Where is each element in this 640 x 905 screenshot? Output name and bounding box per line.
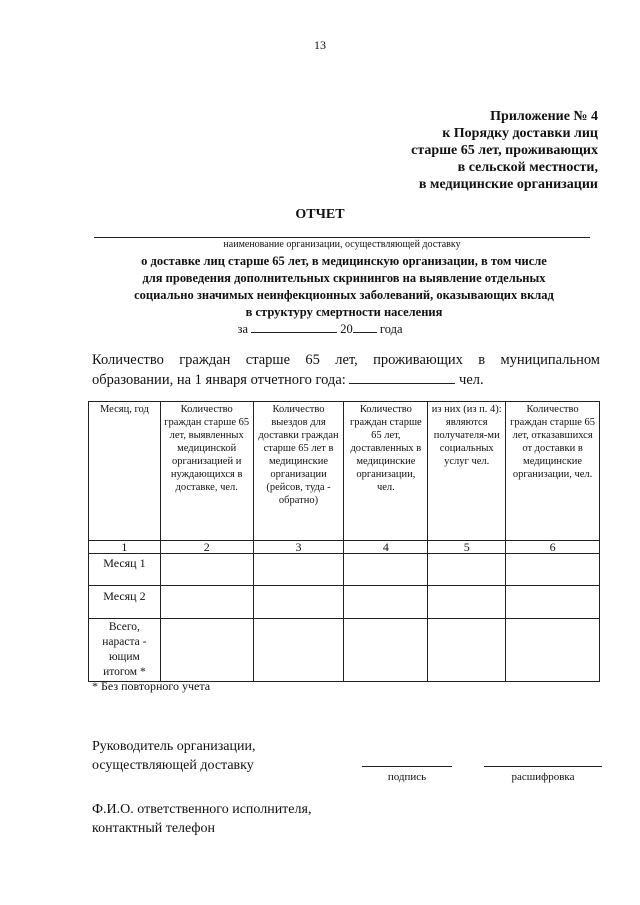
appendix-heading [298, 108, 598, 193]
column-number-row [89, 541, 600, 554]
period-suffix: года [379, 322, 403, 336]
table-cell[interactable] [506, 586, 600, 619]
responsible-block [92, 800, 311, 838]
citizen-count-field[interactable] [349, 371, 455, 384]
signature-caption: подпись [387, 771, 427, 783]
subtitle-line: социально значимых неинфекционных заболеваний, оказывающих вклад [134, 288, 554, 302]
table-cell[interactable] [344, 586, 428, 619]
appendix-line: в медицинские организации [418, 177, 598, 192]
period-year-prefix: 20 [340, 322, 353, 336]
column-number: 4 [344, 541, 428, 554]
head-line-1: Руководитель организации, [92, 739, 256, 754]
column-number: 6 [506, 541, 600, 554]
period-prefix: за [237, 322, 248, 336]
header-refused: Количество граждан старше 65 лет, отказавшихся от доставки в медицинские организации, чел. [506, 402, 600, 541]
responsible-line-1: Ф.И.О. ответственного исполнителя, [92, 802, 312, 817]
table-cell[interactable] [428, 554, 506, 586]
organization-name-field[interactable] [94, 237, 590, 238]
row-label: Месяц 2 [89, 586, 161, 619]
document-title: ОТЧЕТ [295, 207, 345, 222]
table-cell[interactable] [160, 619, 253, 682]
table-cell[interactable] [428, 586, 506, 619]
footnote: * Без повторного учета [92, 679, 211, 693]
column-number: 5 [428, 541, 506, 554]
citizen-count-question [92, 350, 600, 390]
subtitle-line: для проведения дополнительных скринингов на выявление отдельных [142, 271, 546, 285]
table-cell[interactable] [253, 586, 344, 619]
appendix-line: к Порядку доставки лиц [442, 126, 598, 141]
appendix-line: в сельской местности, [457, 160, 598, 175]
period-month-field[interactable] [251, 320, 337, 333]
table-cell[interactable] [344, 554, 428, 586]
table-cell[interactable] [506, 554, 600, 586]
question-text: Количество граждан старше 65 лет, проживающих в муниципальном образовании, на 1 января отчетного года: [92, 352, 600, 388]
table-header-row [89, 402, 600, 541]
question-unit: чел. [459, 372, 484, 388]
table-row [89, 619, 600, 682]
page-number: 13 [314, 38, 326, 52]
appendix-line: старше 65 лет, проживающих [411, 143, 598, 158]
column-number: 1 [89, 541, 161, 554]
header-month-year: Месяц, год [89, 402, 161, 541]
header-identified: Количество граждан старше 65 лет, выявленных медицинской организацией и нуждающихся в доставке, чел. [160, 402, 253, 541]
responsible-line-2: контактный телефон [92, 821, 215, 836]
table-row [89, 554, 600, 586]
organization-name-caption: наименование организации, осуществляющей доставку [223, 239, 461, 250]
table-cell[interactable] [253, 554, 344, 586]
table-cell[interactable] [506, 619, 600, 682]
appendix-line: Приложение № 4 [490, 109, 598, 124]
table-cell[interactable] [253, 619, 344, 682]
table-row [89, 586, 600, 619]
period-year-field[interactable] [353, 320, 377, 333]
decoding-caption: расшифровка [511, 771, 575, 783]
column-number: 2 [160, 541, 253, 554]
table-cell[interactable] [160, 554, 253, 586]
report-period [0, 320, 640, 337]
header-trips: Количество выездов для доставки граждан старше 65 лет в медицинские организации (рейсов, туда - обратно) [253, 402, 344, 541]
table-cell[interactable] [160, 586, 253, 619]
report-subtitle [88, 253, 600, 321]
head-line-2: осуществляющей доставку [92, 758, 254, 773]
header-delivered: Количество граждан старше 65 лет, доставленных в медицинские организации, чел. [344, 402, 428, 541]
subtitle-line: о доставке лиц старше 65 лет, в медицинскую организации, в том числе [141, 254, 547, 268]
table-cell[interactable] [344, 619, 428, 682]
signature-field[interactable] [362, 766, 452, 767]
header-social-recipients: из них (из п. 4): являются получателя-ми социальных услуг чел. [428, 402, 506, 541]
head-signature-block [92, 737, 255, 775]
report-table [88, 401, 600, 682]
column-number: 3 [253, 541, 344, 554]
row-label: Месяц 1 [89, 554, 161, 586]
table-cell[interactable] [428, 619, 506, 682]
row-label: Всего, нараста - ющим итогом * [89, 619, 161, 682]
subtitle-line: в структуру смертности населения [245, 305, 443, 319]
decoding-field[interactable] [484, 766, 602, 767]
